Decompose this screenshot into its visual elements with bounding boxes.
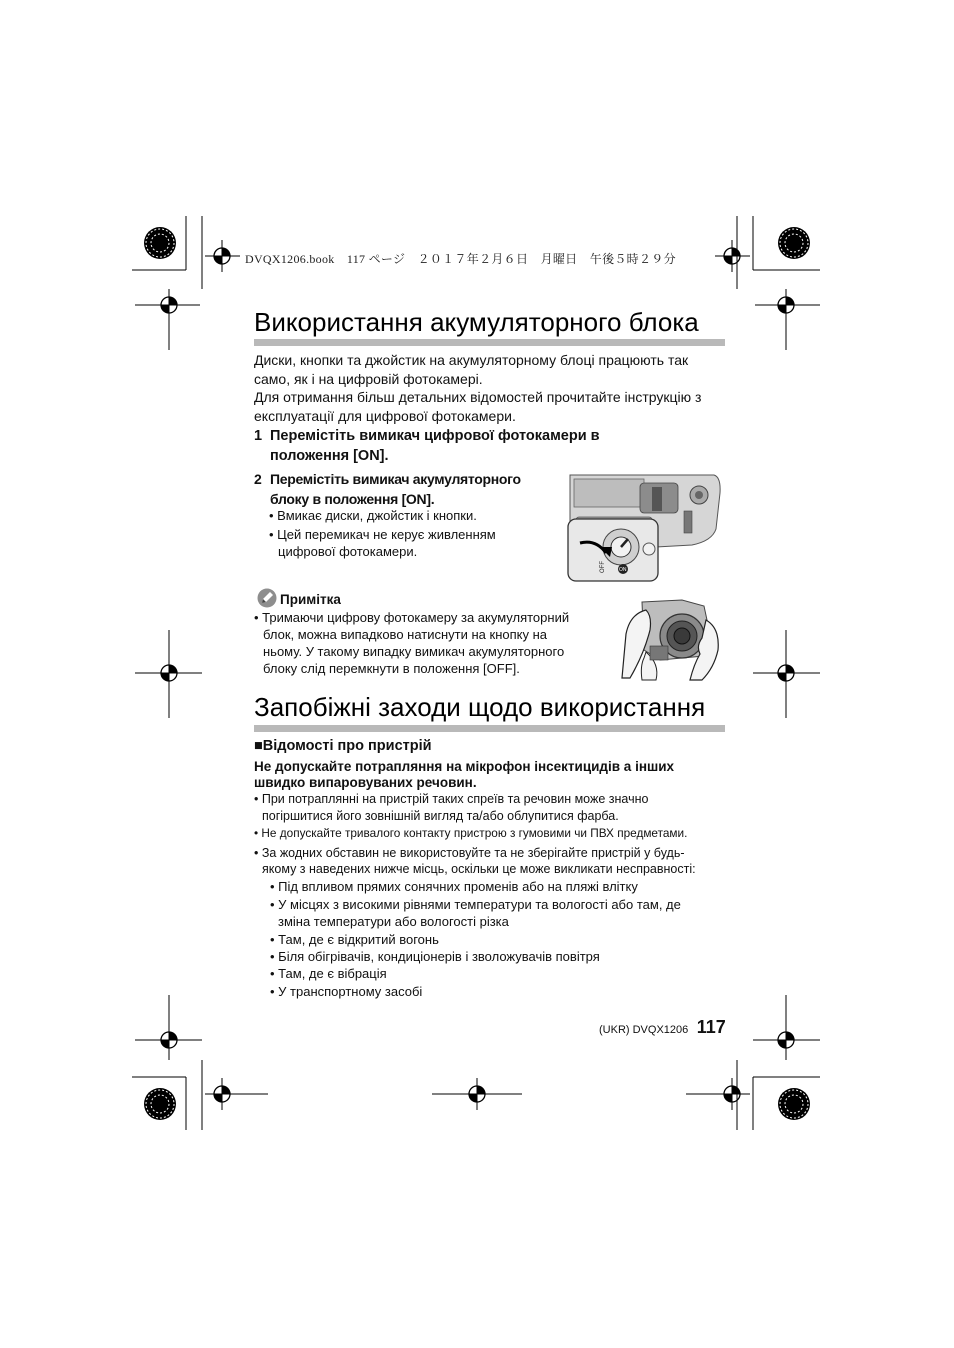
warning-line: Не допускайте потрапляння на мікрофон інсектицидів а інших xyxy=(254,759,675,774)
print-info-header: DVQX1206.book 117 ページ ２０１７年２月６日 月曜日 午後５時２９分 xyxy=(245,252,676,266)
hands-holding-camera-illustration xyxy=(620,594,724,682)
location-bullet: • Там, де є вібрація xyxy=(270,966,387,981)
step-text: Перемістіть вимикач акумуляторного xyxy=(270,471,521,487)
device-info-heading: ■Відомості про пристрій xyxy=(254,738,432,754)
document-code: (UKR) DVQX1206 xyxy=(599,1024,689,1036)
intro-line: експлуатації для цифрової фотокамери. xyxy=(254,407,516,424)
location-bullet: • Біля обігрівачів, кондиціонерів і зволожувачів повітря xyxy=(270,949,600,964)
step-number: 2 xyxy=(254,471,262,487)
location-bullet: • Під впливом прямих сонячних променів або на пляжі влітку xyxy=(270,879,638,894)
location-bullet: • Там, де є відкритий вогонь xyxy=(270,932,439,947)
step2-bullet: цифрової фотокамери. xyxy=(278,544,418,559)
pencil-note-icon xyxy=(257,588,277,608)
title-rule xyxy=(254,339,725,346)
intro-paragraph xyxy=(254,351,729,425)
note-line: блок, можна випадково натиснути на кнопку на xyxy=(263,627,548,642)
step-text: Перемістіть вимикач цифрової фотокамери в xyxy=(270,428,600,444)
switch-label-off: OFF xyxy=(600,561,606,573)
step-text: положення [ON]. xyxy=(270,448,389,464)
section-title-battery-grip: Використання акумуляторного блока xyxy=(254,307,699,337)
location-bullet: • У місцях з високими рівнями температури та вологості або там, де xyxy=(270,897,681,912)
location-bullet: • У транспортному засобі xyxy=(270,984,423,999)
page-footer xyxy=(599,1017,726,1038)
title-rule xyxy=(254,725,725,732)
note-line: блоку слід перемкнути в положення [OFF]. xyxy=(263,661,520,676)
note-line: ньому. У такому випадку вимикач акумуляторного xyxy=(263,644,565,659)
precaution-bullet: якому з наведених нижче місць, оскільки це може викликати несправності: xyxy=(262,862,696,876)
step-number: 1 xyxy=(254,428,263,444)
intro-line: Для отримання більш детальних відомостей прочитайте інструкцію з xyxy=(254,389,702,405)
precaution-bullet: • За жодних обставин не використовуйте та не зберігайте пристрій у будь- xyxy=(254,846,685,860)
warning-line: швидко випаровуваних речовин. xyxy=(254,775,477,790)
precaution-bullet: • Не допускайте тривалого контакту пристрою з гумовими чи ПВХ предметами. xyxy=(254,826,688,840)
page-number: 117 xyxy=(696,1017,726,1037)
step2-bullet: • Цей перемикач не керує живленням xyxy=(269,527,496,542)
step-text: блоку в положення [ON]. xyxy=(270,491,435,507)
switch-label-on: ON xyxy=(619,567,627,573)
precaution-bullet: погіршитися його зовнішній вигляд та/або облупитися фарба. xyxy=(262,809,619,823)
precaution-bullet: • При потраплянні на пристрій таких спреїв та речовин може значно xyxy=(254,792,649,806)
intro-line: Диски, кнопки та джойстик на акумуляторному блоці працюють так xyxy=(254,352,689,368)
intro-line: само, як і на цифровій фотокамері. xyxy=(254,370,483,387)
step2-bullet: • Вмикає диски, джойстик і кнопки. xyxy=(269,508,477,523)
location-bullet: зміна температури або вологості різка xyxy=(278,914,509,929)
battery-grip-switch-illustration xyxy=(566,469,724,585)
note-line: • Тримаючи цифрову фотокамеру за акумуляторний xyxy=(254,610,570,625)
section-title-precautions: Запобіжні заходи щодо використання xyxy=(254,692,706,722)
warning-text xyxy=(254,759,674,791)
note-title: Примітка xyxy=(280,592,341,607)
